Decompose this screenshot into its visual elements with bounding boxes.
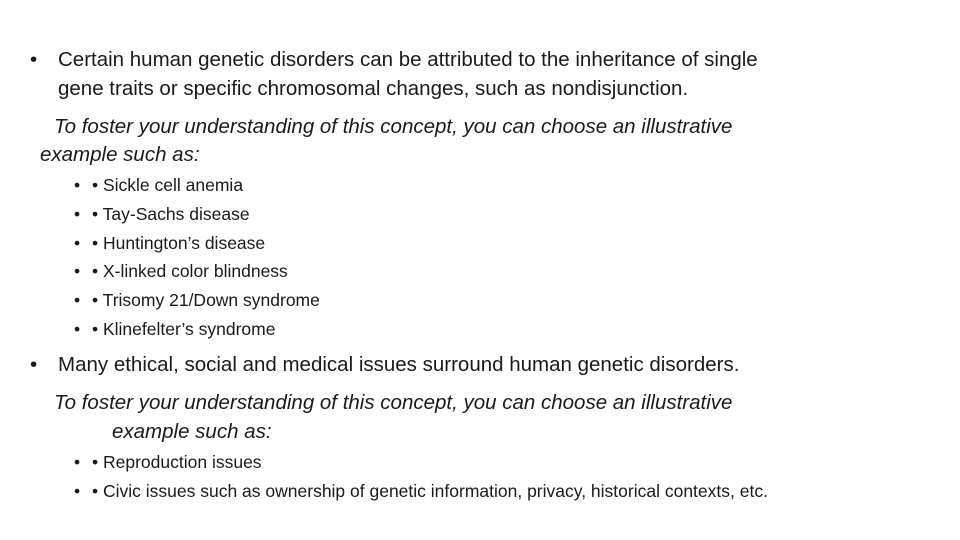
list-item — [74, 448, 768, 477]
list-item-text: • Trisomy 21/Down syndrome — [92, 290, 320, 311]
list-item-text: • Tay-Sachs disease — [92, 203, 250, 224]
list-item-text: • Klinefelter’s syndrome — [92, 318, 276, 339]
bullet-marker: • — [74, 203, 81, 224]
list-item-text: • Huntington’s disease — [92, 232, 266, 253]
list-item — [74, 315, 320, 344]
list-item — [74, 229, 320, 258]
list-item — [74, 477, 768, 506]
bullet-marker: • — [74, 175, 81, 195]
section2-prompt-line2: example such as: — [112, 420, 272, 443]
section1-line2: gene traits or specific chromosomal changes, such as nondisjunction. — [58, 77, 689, 100]
bullet-marker: • — [74, 290, 81, 311]
section1-line1: Certain human genetic disorders can be attributed to the inheritance of single — [58, 48, 758, 71]
section2-line1: Many ethical, social and medical issues surround human genetic disorders. — [58, 353, 740, 376]
list-item-text: • Civic issues such as ownership of genetic information, privacy, historical contexts, etc. — [92, 480, 768, 501]
bullet-marker: • — [74, 318, 81, 339]
list-item — [74, 286, 320, 315]
bullet-marker: • — [74, 452, 81, 472]
bullet-marker: • — [74, 261, 81, 282]
bullet-marker: • — [30, 353, 38, 376]
bullet-marker: • — [30, 48, 38, 71]
bullet-marker: • — [74, 232, 81, 253]
list-item — [74, 200, 320, 229]
section2-example-list — [74, 448, 768, 506]
list-item — [74, 171, 320, 200]
section1-example-list — [74, 171, 320, 344]
section1-prompt-line2: example such as: — [40, 143, 200, 166]
section2-main-bullet — [30, 350, 739, 379]
section1-prompt-line1: To foster your understanding of this concept, you can choose an illustrative — [54, 115, 733, 138]
bullet-marker: • — [74, 480, 81, 501]
section2-prompt-line1: To foster your understanding of this concept, you can choose an illustrative — [54, 391, 733, 414]
list-item-text: • X-linked color blindness — [92, 261, 288, 282]
list-item — [74, 257, 320, 286]
section1-main-bullet — [30, 45, 758, 103]
list-item-text: • Sickle cell anemia — [92, 175, 244, 195]
list-item-text: • Reproduction issues — [92, 452, 262, 472]
